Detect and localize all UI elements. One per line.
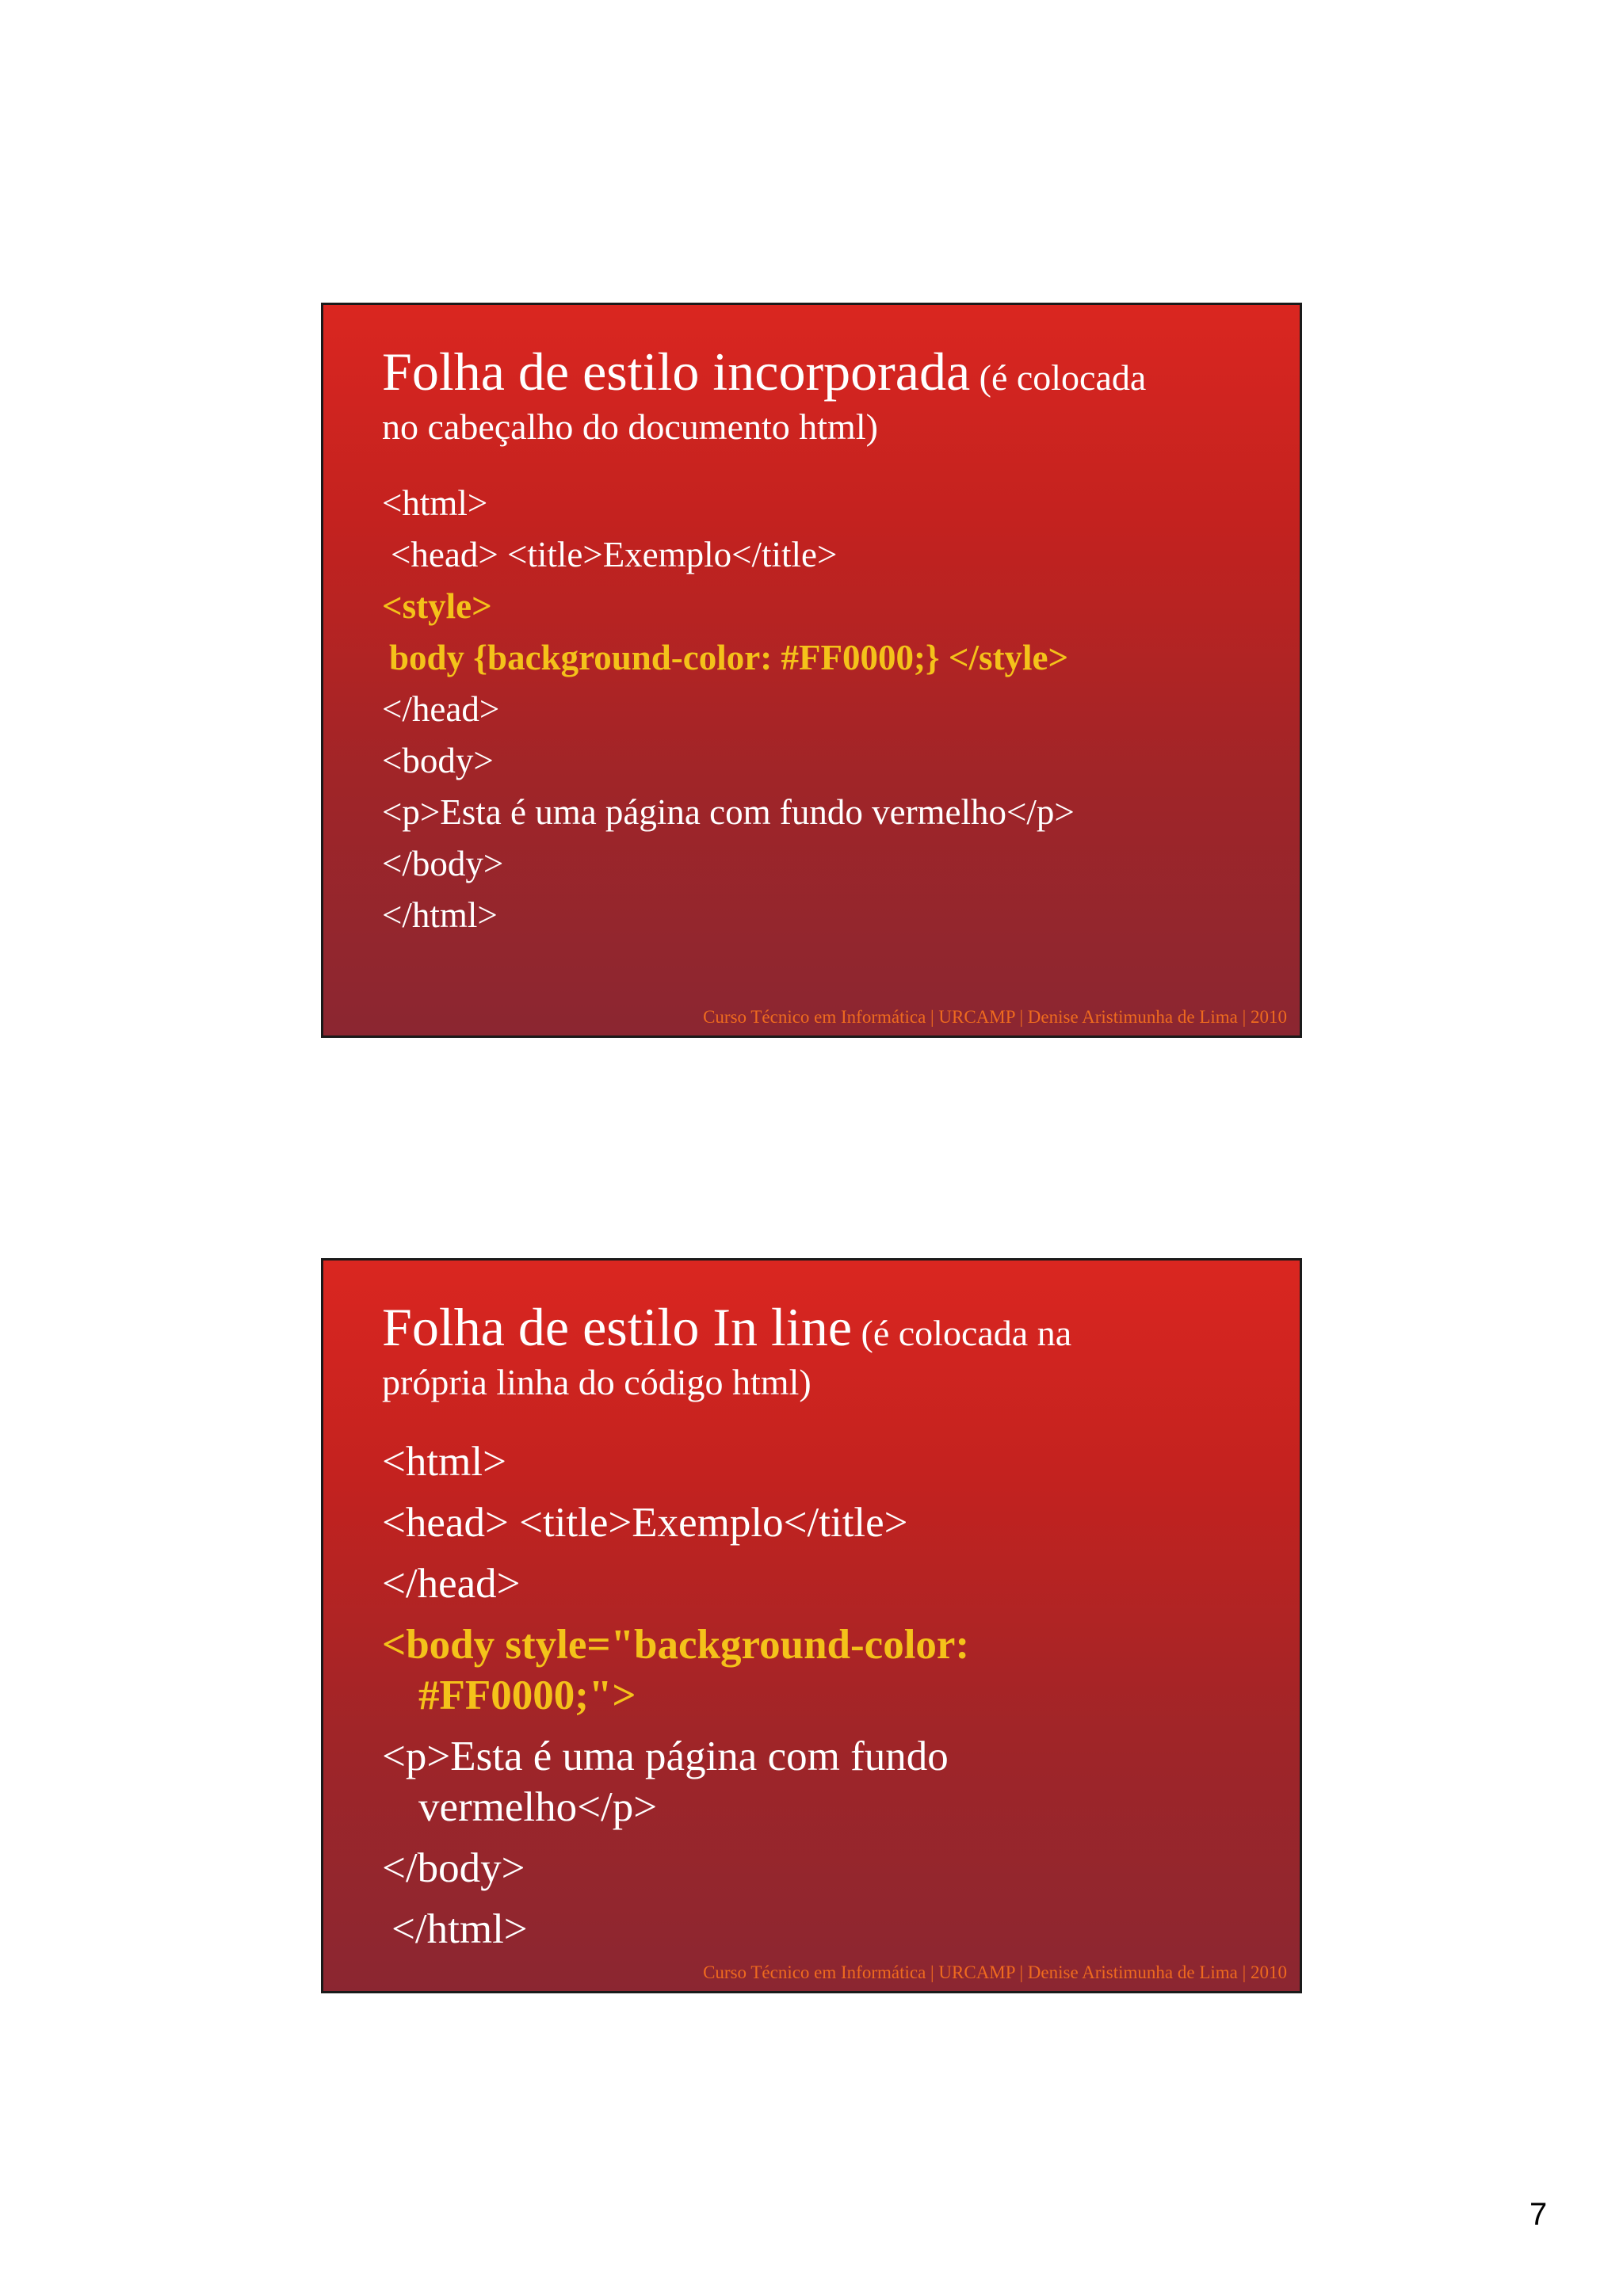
code-line-part: <p>Esta é uma página com fundo xyxy=(382,1733,949,1779)
code-line: <head> <title>Exemplo</title> xyxy=(391,535,838,574)
code-line: </html> xyxy=(391,1906,528,1952)
code-line: <html> xyxy=(382,1439,506,1485)
code-listing xyxy=(382,1436,1268,1965)
code-line-continuation: #FF0000;"> xyxy=(418,1672,636,1718)
slide-title-main: Folha de estilo In line xyxy=(382,1297,853,1357)
code-line-continuation: vermelho</p> xyxy=(418,1784,658,1830)
code-line: </body> xyxy=(382,844,504,883)
code-line: <html> xyxy=(382,483,488,523)
code-line: <head> <title>Exemplo</title> xyxy=(382,1500,908,1546)
slide-title xyxy=(382,341,1252,456)
code-line: </head> xyxy=(382,1561,521,1607)
slide-title-note: (é colocada na xyxy=(852,1313,1072,1353)
page-number: 7 xyxy=(1529,2197,1548,2232)
code-line: <p>Esta é uma página com fundo vermelho</p> xyxy=(382,792,1075,832)
slide-embedded-stylesheet xyxy=(321,303,1302,1038)
slide-title-note-continued: própria linha do código html) xyxy=(382,1362,812,1402)
slide-title-main: Folha de estilo incorporada xyxy=(382,341,971,402)
code-line-highlighted: body {background-color: #FF0000;} </style> xyxy=(389,638,1069,677)
slide-inline-style xyxy=(321,1258,1302,1993)
code-line: </html> xyxy=(382,895,498,935)
code-line-highlighted xyxy=(382,1619,1268,1721)
code-line-part: <body style="background-color: xyxy=(382,1622,970,1668)
code-line: </head> xyxy=(382,689,500,729)
code-line xyxy=(382,1731,1268,1833)
code-line-highlighted: <style> xyxy=(382,586,492,626)
slide-title xyxy=(382,1297,1252,1411)
code-listing xyxy=(382,478,1268,941)
slide-footer: Curso Técnico em Informática | URCAMP | Denise Aristimunha de Lima | 2010 xyxy=(703,1007,1287,1027)
slide-title-note-continued: no cabeçalho do documento html) xyxy=(382,406,878,447)
slide-footer: Curso Técnico em Informática | URCAMP | Denise Aristimunha de Lima | 2010 xyxy=(703,1962,1287,1982)
slide-title-note: (é colocada xyxy=(970,357,1147,398)
code-line: <body> xyxy=(382,741,494,780)
code-line: </body> xyxy=(382,1845,525,1891)
